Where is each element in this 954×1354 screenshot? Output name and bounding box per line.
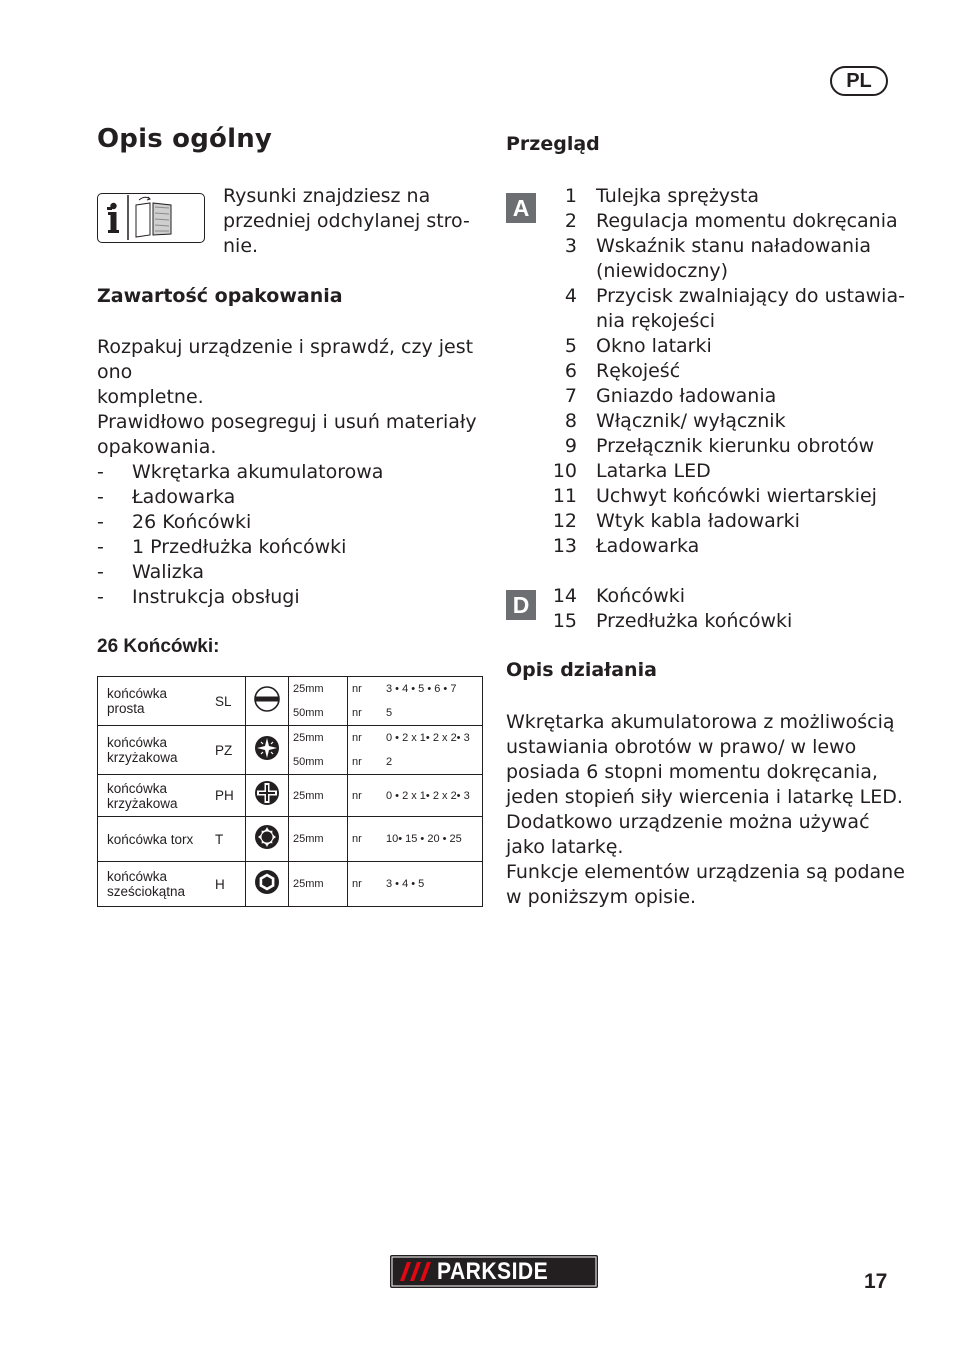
bit-length bbox=[289, 726, 348, 775]
list-item bbox=[505, 584, 925, 609]
bit-length bbox=[289, 677, 348, 726]
bits-table bbox=[97, 676, 483, 907]
list-item bbox=[505, 459, 925, 484]
bit-sizes: 10• 15 • 20 • 25 bbox=[382, 817, 483, 862]
bit-name-line: prosta bbox=[107, 701, 145, 716]
pozidriv-bit-icon bbox=[253, 734, 281, 762]
item-number: 6 bbox=[564, 360, 577, 382]
bit-nr bbox=[348, 726, 383, 775]
item-label: Tulejka sprężysta bbox=[596, 185, 760, 207]
bit-sizes-value: 0 • 2 x 1• 2 x 2• 3 bbox=[386, 732, 470, 744]
phillips-bit-icon bbox=[253, 779, 281, 807]
info-text-line: Rysunki znajdziesz na bbox=[223, 185, 431, 207]
overview-list bbox=[505, 184, 925, 634]
item-label: Latarka LED bbox=[596, 460, 711, 482]
list-item bbox=[505, 284, 925, 334]
bit-sizes bbox=[382, 726, 483, 775]
bit-icon-cell bbox=[246, 726, 289, 775]
item-number: 15 bbox=[552, 610, 577, 632]
item-label: Rękojeść bbox=[596, 360, 681, 382]
package-heading: Zawartość opakowania bbox=[97, 285, 343, 307]
bit-name bbox=[98, 775, 216, 817]
bit-length-value: 25mm bbox=[293, 732, 324, 744]
figure-d-label: D bbox=[506, 590, 536, 620]
bit-nr: nr bbox=[348, 817, 383, 862]
function-text-line: Wkrętarka akumulatorowa z możliwością bbox=[506, 711, 895, 733]
item-number: 1 bbox=[564, 185, 577, 207]
bit-nr-label: nr bbox=[352, 707, 362, 719]
function-text-line: ustawiania obrotów w prawo/ w lewo bbox=[506, 736, 857, 758]
function-text bbox=[506, 710, 926, 910]
list-item bbox=[97, 585, 383, 610]
bit-code: H bbox=[215, 862, 246, 907]
figure-a-label: A bbox=[506, 193, 536, 223]
item-label: Wskaźnik stanu naładowania bbox=[596, 235, 872, 257]
item-label: Gniazdo ładowania bbox=[596, 385, 777, 407]
bit-icon-cell bbox=[246, 817, 289, 862]
list-dash: - bbox=[97, 536, 104, 558]
item-label: nia rękojeści bbox=[596, 310, 716, 332]
bit-name-line: krzyżakowa bbox=[107, 750, 178, 765]
bit-code: PZ bbox=[215, 726, 246, 775]
list-item-label: Instrukcja obsługi bbox=[132, 586, 300, 608]
table-row bbox=[98, 862, 483, 907]
function-text-line: w poniższym opisie. bbox=[506, 886, 697, 908]
list-item bbox=[97, 510, 383, 535]
item-number: 12 bbox=[552, 510, 577, 532]
package-text-line: kompletne. bbox=[97, 386, 204, 408]
bit-name-line: sześciokątna bbox=[107, 884, 186, 899]
hex-bit-icon bbox=[253, 868, 281, 896]
list-item-label: 26 Końcówki bbox=[132, 511, 252, 533]
list-item bbox=[505, 184, 925, 209]
page-number: 17 bbox=[864, 1270, 888, 1293]
list-dash: - bbox=[97, 486, 104, 508]
list-item bbox=[505, 509, 925, 534]
bit-icon-cell bbox=[246, 862, 289, 907]
bit-sizes: 3 • 4 • 5 bbox=[382, 862, 483, 907]
list-item bbox=[505, 209, 925, 234]
overview-heading: Przegląd bbox=[506, 133, 600, 155]
bit-nr: nr bbox=[348, 862, 383, 907]
item-number: 3 bbox=[564, 235, 577, 257]
bit-icon-cell bbox=[246, 775, 289, 817]
item-number: 13 bbox=[552, 535, 577, 557]
bit-name-line: końcówka bbox=[107, 780, 168, 796]
table-row bbox=[98, 775, 483, 817]
list-item bbox=[505, 384, 925, 409]
list-item bbox=[505, 534, 925, 559]
bit-length: 25mm bbox=[289, 862, 348, 907]
list-item-label: Wkrętarka akumulatorowa bbox=[132, 461, 384, 483]
list-item bbox=[505, 409, 925, 434]
list-item bbox=[505, 334, 925, 359]
bit-length-value: 25mm bbox=[293, 683, 324, 695]
package-text-line: Rozpakuj urządzenie i sprawdź, czy jest ono bbox=[97, 336, 474, 383]
bit-length: 25mm bbox=[289, 775, 348, 817]
bit-nr-label: nr bbox=[352, 756, 362, 768]
bits-heading: 26 Końcówki: bbox=[97, 636, 220, 657]
item-number: 2 bbox=[564, 210, 577, 232]
item-label: Ładowarka bbox=[596, 535, 700, 557]
list-dash: - bbox=[97, 461, 104, 483]
item-label: Przycisk zwalniający do ustawia- bbox=[596, 285, 905, 307]
list-spacer bbox=[505, 559, 925, 584]
bit-name bbox=[98, 677, 216, 726]
list-item-label: Ładowarka bbox=[132, 486, 236, 508]
bit-sizes: 0 • 2 x 1• 2 x 2• 3 bbox=[382, 775, 483, 817]
function-text-line: posiada 6 stopni momentu dokręcania, bbox=[506, 761, 878, 783]
item-label: Włącznik/ wyłącznik bbox=[596, 410, 786, 432]
item-label: Końcówki bbox=[596, 585, 686, 607]
item-label: Wtyk kabla ładowarki bbox=[596, 510, 800, 532]
list-item-label: Walizka bbox=[132, 561, 205, 583]
language-badge: PL bbox=[830, 66, 888, 96]
bit-name bbox=[98, 726, 216, 775]
package-contents-list bbox=[97, 460, 383, 610]
bit-name-line: końcówka torx bbox=[107, 831, 194, 847]
item-number: 14 bbox=[552, 585, 577, 607]
info-icon bbox=[97, 193, 205, 243]
list-dash: - bbox=[97, 511, 104, 533]
item-number: 5 bbox=[564, 335, 577, 357]
bit-code: SL bbox=[215, 677, 246, 726]
package-text-line: Prawidłowo posegreguj i usuń materiały bbox=[97, 411, 477, 433]
info-text-line: nie. bbox=[223, 235, 259, 257]
item-number: 10 bbox=[552, 460, 577, 482]
function-text-line: Funkcje elementów urządzenia są podane bbox=[506, 861, 905, 883]
list-item bbox=[505, 609, 925, 634]
bit-nr: nr bbox=[348, 775, 383, 817]
list-item bbox=[97, 535, 383, 560]
item-number: 4 bbox=[564, 285, 577, 307]
bit-sizes-value: 3 • 4 • 5 • 6 • 7 bbox=[386, 683, 457, 695]
list-item bbox=[97, 485, 383, 510]
parkside-logo bbox=[390, 1255, 598, 1288]
item-number: 7 bbox=[564, 385, 577, 407]
list-dash: - bbox=[97, 586, 104, 608]
bit-sizes-value: 5 bbox=[386, 707, 393, 719]
table-row bbox=[98, 677, 483, 726]
list-item-label: 1 Przedłużka końcówki bbox=[132, 536, 347, 558]
item-label: Przedłużka końcówki bbox=[596, 610, 793, 632]
list-item bbox=[505, 484, 925, 509]
bit-code: PH bbox=[215, 775, 246, 817]
function-text-line: jeden stopień siły wiercenia i latarkę LED. bbox=[506, 786, 903, 808]
list-item bbox=[97, 560, 383, 585]
function-heading: Opis działania bbox=[506, 659, 657, 681]
function-text-line: jako latarkę. bbox=[506, 836, 624, 858]
bit-name bbox=[98, 862, 216, 907]
bit-name-line: końcówka bbox=[107, 686, 168, 701]
table-row bbox=[98, 817, 483, 862]
item-number: 11 bbox=[552, 485, 577, 507]
bit-nr-label: nr bbox=[352, 683, 362, 695]
bit-length-value: 50mm bbox=[293, 707, 324, 719]
item-label: Przełącznik kierunku obrotów bbox=[596, 435, 875, 457]
page-title: Opis ogólny bbox=[97, 124, 273, 154]
item-label: Regulacja momentu dokręcania bbox=[596, 210, 898, 232]
function-text-line: Dodatkowo urządzenie można używać bbox=[506, 811, 870, 833]
bit-sizes-value: 2 bbox=[386, 756, 393, 768]
list-item bbox=[505, 234, 925, 284]
item-label: (niewidoczny) bbox=[596, 260, 729, 282]
package-text-line: opakowania. bbox=[97, 436, 217, 458]
bit-nr bbox=[348, 677, 383, 726]
bit-name-line: końcówka bbox=[107, 869, 168, 884]
table-row bbox=[98, 726, 483, 775]
logo-text: PARKSIDE bbox=[437, 1258, 549, 1285]
item-number: 8 bbox=[564, 410, 577, 432]
bit-length-value: 50mm bbox=[293, 756, 324, 768]
bit-icon-cell bbox=[246, 677, 289, 726]
list-item bbox=[97, 460, 383, 485]
item-label: Uchwyt końcówki wiertarskiej bbox=[596, 485, 877, 507]
bit-name-line: końcówka bbox=[107, 735, 168, 750]
bit-sizes bbox=[382, 677, 483, 726]
bit-length: 25mm bbox=[289, 817, 348, 862]
list-dash: - bbox=[97, 561, 104, 583]
list-item bbox=[505, 359, 925, 384]
bit-code: T bbox=[215, 817, 246, 862]
item-label: Okno latarki bbox=[596, 335, 712, 357]
torx-bit-icon bbox=[253, 823, 281, 851]
bit-name bbox=[98, 817, 216, 862]
slotted-bit-icon bbox=[253, 685, 281, 713]
bit-name-line: krzyżakowa bbox=[107, 795, 178, 811]
info-text-line: przedniej odchylanej stro- bbox=[223, 210, 470, 232]
item-number: 9 bbox=[564, 435, 577, 457]
list-item bbox=[505, 434, 925, 459]
bit-nr-label: nr bbox=[352, 732, 362, 744]
info-text bbox=[223, 184, 483, 259]
package-text bbox=[97, 335, 487, 460]
